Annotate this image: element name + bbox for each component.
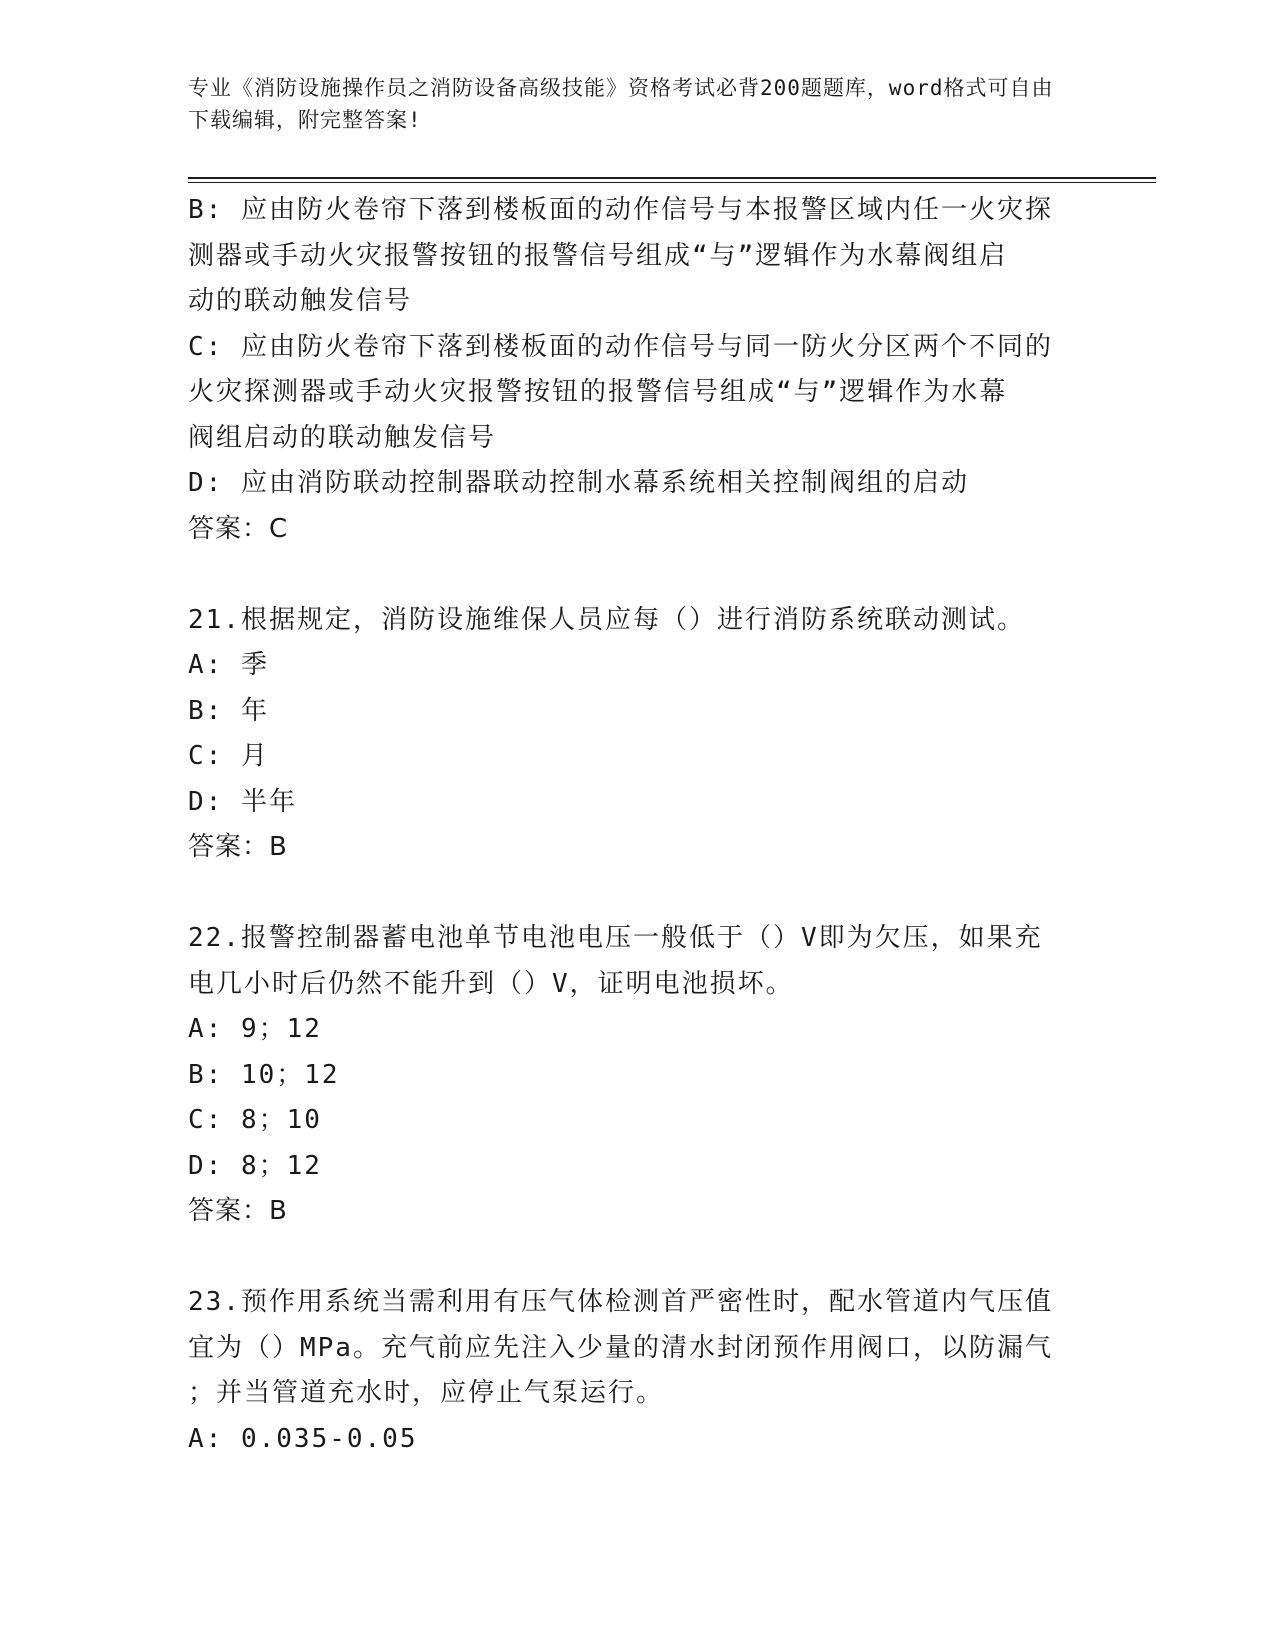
option-c: C: 月: [188, 741, 269, 771]
option-d: D: 半年: [188, 786, 297, 817]
question-stem: 21.根据规定，消防设施维保人员应每（）进行消防系统联动测试。: [188, 604, 1025, 635]
question-stem: 电几小时后仍然不能升到（）V，证明电池损坏。: [188, 968, 794, 999]
question-22: [188, 916, 1088, 1235]
answer-line: 答案：B: [188, 1196, 288, 1226]
option-c: C: 8；10: [188, 1105, 322, 1135]
option-a: A: 季: [188, 650, 269, 680]
question-stem: ；并当管道充水时，应停止气泵运行。: [188, 1378, 665, 1408]
option-a: A: 0.035-0.05: [188, 1423, 418, 1454]
option-b-line: 测器或手动火灾报警按钮的报警信号组成“与”逻辑作为水幕阀组启: [188, 240, 1008, 271]
answer-line: 答案：C: [188, 513, 289, 544]
question-stem: 23.预作用系统当需利用有压气体检测首严密性时，配水管道内气压值: [188, 1287, 1053, 1317]
question-stem: 22.报警控制器蓄电池单节电池电压一般低于（）V即为欠压，如果充: [188, 923, 1043, 953]
spacer: [188, 552, 1088, 598]
answer-line: 答案：B: [188, 832, 288, 862]
option-c-line: 火灾探测器或手动火灾报警按钮的报警信号组成“与”逻辑作为水幕: [188, 377, 1008, 407]
option-d: D: 8；12: [188, 1150, 322, 1181]
header-rule-thin: [188, 182, 1156, 183]
question-stem: 宜为（）MPa。充气前应先注入少量的清水封闭预作用阀口，以防漏气: [188, 1332, 1053, 1363]
spacer: [188, 871, 1088, 917]
option-b: B: 10；12: [188, 1059, 340, 1090]
option-d-line: D: 应由消防联动控制器联动控制水幕系统相关控制阀组的启动: [188, 468, 969, 498]
prev-question: [188, 188, 1088, 552]
question-content: [188, 188, 1088, 1462]
spacer: [188, 1235, 1088, 1281]
option-b: B: 年: [188, 695, 269, 726]
option-b-line: 动的联动触发信号: [188, 286, 413, 316]
option-a: A: 9；12: [188, 1014, 322, 1044]
header-rule-thick: [188, 177, 1156, 179]
option-c-line: 阀组启动的联动触发信号: [188, 422, 497, 453]
document-header: 专业《消防设施操作员之消防设备高级技能》资格考试必背200题题库，word格式可自由下载编辑，附完整答案!: [188, 76, 1054, 132]
option-b-line: B: 应由防火卷帘下落到楼板面的动作信号与本报警区域内任一火灾探: [188, 195, 1053, 225]
question-23: [188, 1280, 1088, 1462]
option-c-line: C: 应由防火卷帘下落到楼板面的动作信号与同一防火分区两个不同的: [188, 331, 1053, 362]
question-21: [188, 598, 1088, 871]
